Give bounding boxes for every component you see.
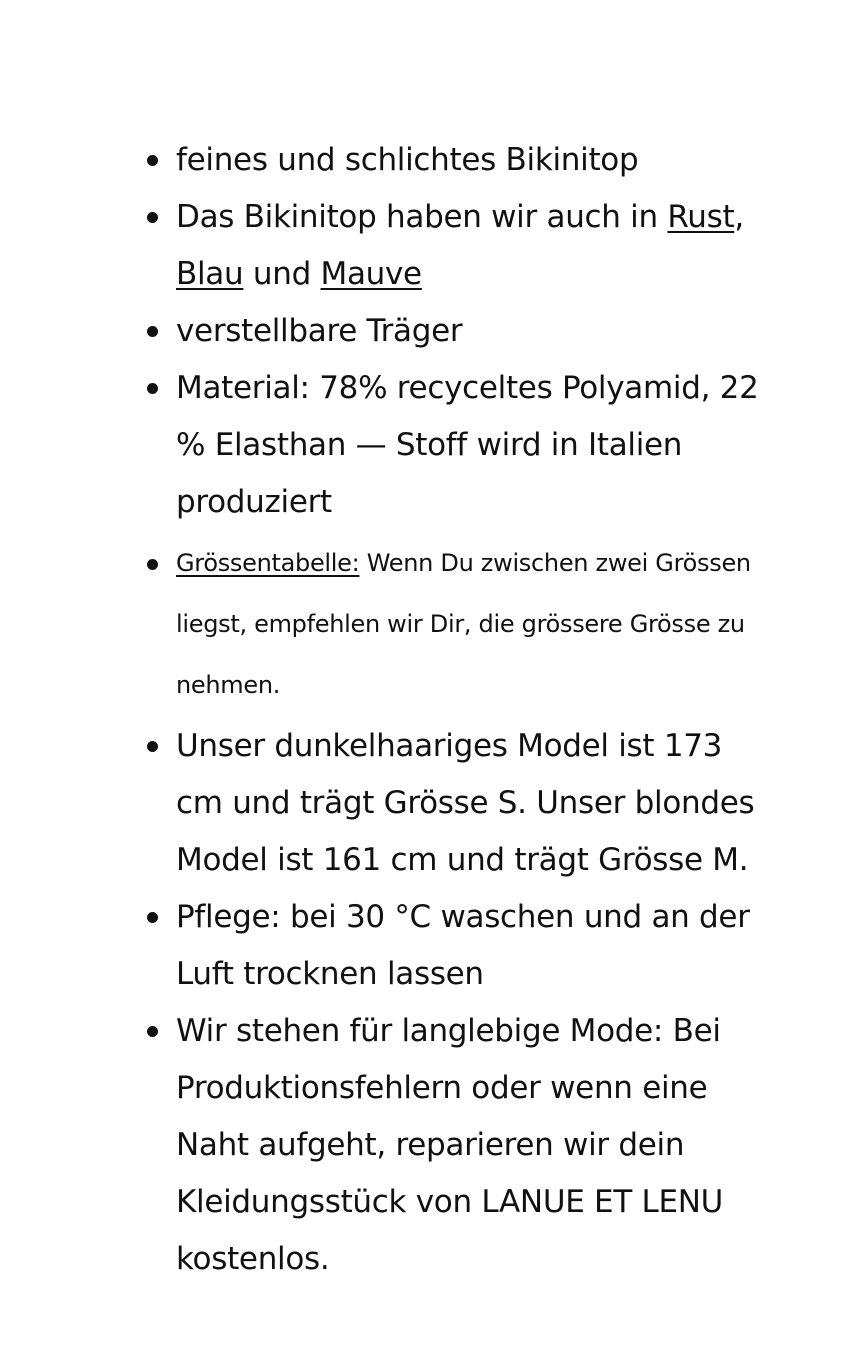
list-item-repair (0, 1003, 849, 1288)
list-item-care (0, 889, 849, 1003)
item-text: Pflege: bei 30 °C waschen und an der Luft trocknen lassen (176, 899, 750, 992)
product-description (0, 132, 849, 1288)
color-link-rust[interactable]: Rust (667, 199, 735, 235)
item-text: Das Bikinitop haben wir auch in (176, 199, 668, 235)
bullet-icon (147, 155, 158, 166)
bullet-icon (147, 326, 158, 337)
list-item-size-chart (0, 533, 849, 716)
product-details-list (0, 132, 849, 1288)
color-link-blau[interactable]: Blau (176, 256, 244, 292)
item-text: verstellbare Träger (176, 313, 463, 349)
list-item-style (0, 132, 849, 189)
separator-text: , (734, 199, 744, 235)
bullet-icon (147, 1026, 158, 1037)
item-text: Material: 78% recyceltes Polyamid, 22 % Elasthan — Stoff wird in Italien produziert (176, 370, 759, 520)
item-text: Unser dunkelhaariges Model ist 173 cm und trägt Grösse S. Unser blondes Model ist 161 cm und trägt Grösse M. (176, 728, 755, 878)
list-item-straps (0, 303, 849, 360)
size-chart-link[interactable]: Grössentabelle: (176, 549, 360, 577)
bullet-icon (147, 741, 158, 752)
item-text: Wir stehen für langlebige Mode: Bei Produktionsfehlern oder wenn eine Naht aufgeht, reparieren wir dein Kleidungsstück von LANUE ET LENU kostenlos. (176, 1013, 724, 1277)
bullet-icon (147, 212, 158, 223)
list-item-colors (0, 189, 849, 303)
color-link-mauve[interactable]: Mauve (320, 256, 422, 292)
bullet-icon (147, 912, 158, 923)
separator-text: und (243, 256, 321, 292)
bullet-icon (147, 559, 158, 570)
list-item-material (0, 360, 849, 531)
list-item-model-info (0, 718, 849, 889)
item-text: Wenn Du zwischen zwei Grössen liegst, empfehlen wir Dir, die grössere Grösse zu nehmen. (176, 549, 751, 699)
bullet-icon (147, 383, 158, 394)
item-text: feines und schlichtes Bikinitop (176, 142, 639, 178)
